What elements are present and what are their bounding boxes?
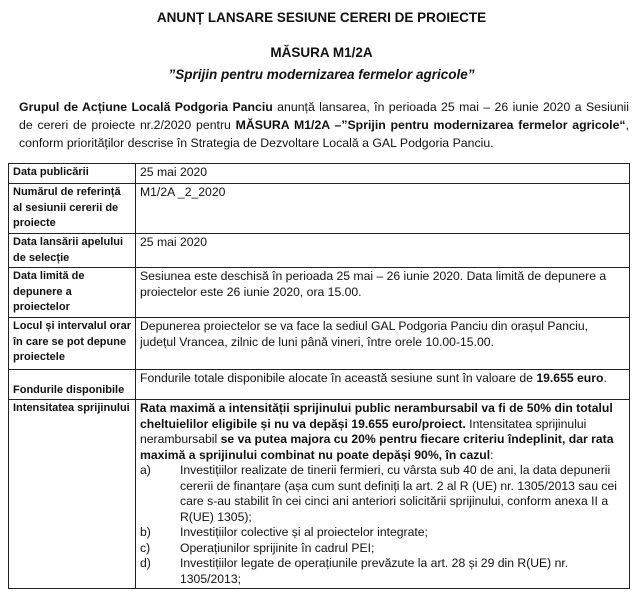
table-row-intensity (9, 400, 630, 589)
intro-text-2: , conform priorităților descrise în Strategia de Dezvoltare Locală a GAL Podgoria Panciu. (19, 118, 629, 150)
announcement-title: ANUNȚ LANSARE SESIUNE CERERI DE PROIECTE (156, 10, 487, 25)
table-row-publication (9, 164, 630, 184)
measure-heading: MĂSURA M1/2A (270, 45, 373, 60)
intro-paragraph (19, 98, 629, 152)
intro-organization: Grupul de Acțiune Locală Podgoria Panciu (19, 100, 273, 114)
row-value: 25 mai 2020 (136, 164, 630, 184)
session-info-table (8, 163, 630, 589)
list-letter: d) (140, 556, 151, 570)
row-label: Locul și intervalul orar în care se pot depune proiectele (9, 318, 136, 370)
row-value: M1/2A _2_2020 (136, 184, 630, 234)
row-value: Depunerea proiectelor se va face la sediul GAL Podgoria Panciu din orașul Panciu, județul Vrancea, zilnic de luni până vineri, între orele 10.00-15.00. (136, 318, 630, 370)
row-label: Numărul de referință al sesiunii cererii de proiecte (9, 184, 136, 234)
intensity-bold-1: Rata maximă a intensității sprijinului public nerambursabil va fi de 50% din totalul cheltuielilor eligibile și nu va depăși 19.655 euro/proiect. (140, 401, 613, 431)
measure-subtitle: ”Sprijin pentru modernizarea fermelor agricole” (168, 67, 475, 82)
table-row-location (9, 318, 630, 370)
list-text: Investițiilor colective și al proiectelor integrate; (180, 525, 428, 539)
intro-measure-ref: MĂSURA M1/2A –”Sprijin pentru modernizarea fermelor agricole“ (235, 118, 626, 132)
list-text: Investițiilor legate de operațiunile prevăzute la art. 28 și 29 din R(UE) nr. 1305/2013; (180, 556, 569, 586)
list-letter: b) (140, 525, 151, 539)
row-label: Intensitatea sprijinului (9, 400, 136, 589)
intensity-end: : (490, 447, 494, 462)
list-item (140, 525, 625, 541)
row-label: Data lansării apelului de selecție (9, 234, 136, 268)
row-label: Data publicării (9, 164, 136, 184)
table-row-reference (9, 184, 630, 234)
list-text: Operațiunilor sprijinite în cadrul PEI; (180, 540, 375, 555)
table-row-deadline (9, 268, 630, 318)
list-item (140, 556, 625, 587)
intensity-normal-1: Intensitatea sprijinului nerambursabil (140, 416, 587, 446)
list-letter: c) (140, 540, 151, 555)
funds-text: Fondurile totale disponibile alocate în această sesiune sunt în valoare de (140, 371, 537, 385)
table-row-funds (9, 370, 630, 400)
row-value: 25 mai 2020 (136, 234, 630, 268)
intro-text-1: anunță lansarea, în perioada 25 mai – 26 iunie 2020 a Sesiunii de cereri de proiecte nr.2/2020 pentru (19, 100, 630, 132)
funds-end: . (603, 371, 607, 385)
row-value: Sesiunea este deschisă în perioada 25 mai – 26 iunie 2020. Data limită de depunere a proiectelor este 26 iunie 2020, ora 15.00. (136, 268, 630, 318)
list-text: Investițiilor realizate de tinerii fermieri, cu vârsta sub 40 de ani, la data depunerii cererii de finanțare (așa cum sunt definiți la art. 2 al R (UE) nr. 1305/2013 sau cei care s-au stabilit în cei cinci ani anteriori solicitării sprijinului, conform anexa II a R(UE) 1305); (180, 463, 617, 524)
intensity-bold-2: se va putea majora cu 20% pentru fiecare criteriu îndeplinit, dar rata maximă a sprijinului combinat nu poate depăși 90%, în cazul (140, 432, 614, 462)
list-item (140, 463, 625, 525)
funds-amount: 19.655 euro (536, 371, 604, 385)
list-letter: a) (140, 463, 151, 477)
row-label: Fondurile disponibile (9, 370, 136, 400)
row-value (136, 400, 630, 589)
table-row-launch (9, 234, 630, 268)
row-label: Data limită de depunere a proiectelor (9, 268, 136, 318)
row-value (136, 370, 630, 400)
list-item (140, 541, 625, 557)
